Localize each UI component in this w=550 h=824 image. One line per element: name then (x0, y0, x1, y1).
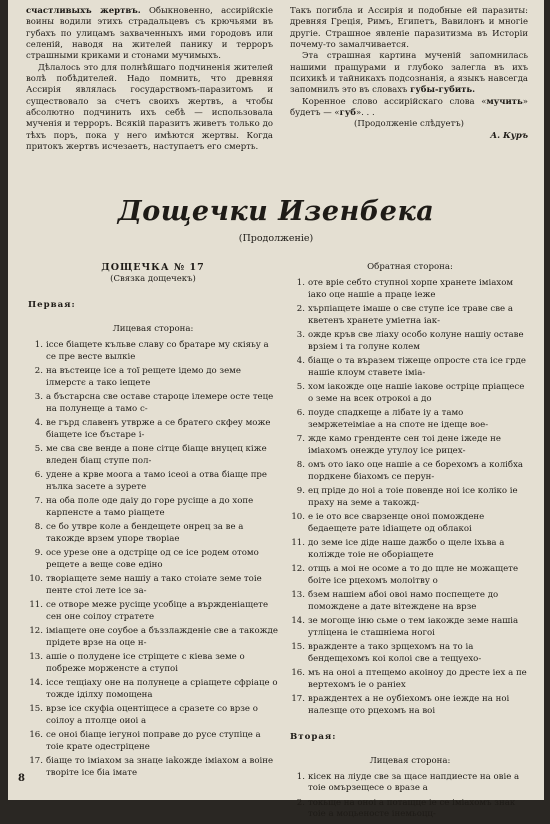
verse-number: 11. (291, 537, 305, 548)
verse-text: ме сва све венде а поне сітце біаще внуцец кіже вледен біащ ступе пол- (46, 443, 267, 466)
article-paragraph: Эта страшная картина мученій запомнилась нашими пращурами и глубоко залегла въ ихъ психикѣ и тайникахъ подсознанія, а языкъ навсегда запомнилъ это въ словахъ губы-губить. (290, 51, 528, 96)
article-paragraph: Дѣлалось это для полнѣйшаго подчиненія жителей волѣ побѣдителей. Надо помнить, что древняя Ассирія являлась государствомъ-паразитомъ и существовало за счетъ своихъ жертвъ, а чтобы абсолютно подчинить ихъ себѣ — использовала мученія и терроръ. Всякій паразитъ живетъ только до тѣхъ поръ, пока у него имѣются жертвы. Когда притокъ жертвъ исчезаетъ, наступаетъ его смерть. (26, 62, 273, 153)
verse-number: 15. (291, 641, 305, 652)
verse-number: 7. (296, 433, 305, 444)
verse-number: 9. (34, 547, 43, 558)
verse-text: токьще на оноі а потащце іе се іміахомъ знак тоіе а моцьеносте інемьоцц- (308, 797, 516, 820)
verse-item (28, 418, 278, 442)
section-second-label: Вторая: (290, 731, 337, 742)
verse-text: омъ ото іако оце нашіе а се борехомъ а колібха пордкене біахомъ се перун- (308, 459, 524, 482)
article-column-left (26, 6, 273, 153)
plate-column-left (28, 262, 278, 782)
article-paragraph: Такъ погибла и Ассирія и подобные ей паразиты: древняя Греція, Римъ, Египетъ, Вавилонъ и многіе другіе. Страшное явленіе паразитизма въ Исторіи почему-то замалчивается. (290, 6, 528, 51)
verse-number: 1. (34, 339, 43, 350)
verse-item (290, 356, 530, 380)
verse-text: ожде кръв све ліаху особо колуне нашіу оставе врзіем і та голуне колем (308, 329, 524, 352)
verse-item (290, 512, 530, 536)
verse-number: 4. (34, 417, 43, 428)
verse-text: се оноі біаще іегуноі поправе до русе ступіце а тоіе крате одестріцене (46, 729, 261, 752)
front-side-heading: Лицевая сторона: (112, 323, 194, 334)
verse-number: 7. (34, 495, 43, 506)
verse-number: 10. (29, 573, 43, 584)
verse-text: ве гърд славенъ утвржe а се братего скфеу може біащете ісе бъстаре і- (46, 417, 271, 440)
verse-item (28, 652, 278, 676)
verse-item (28, 678, 278, 702)
author-signature: А. Куръ (490, 130, 528, 141)
verse-item (28, 730, 278, 754)
verse-number: 2. (296, 303, 305, 314)
verse-number: 8. (296, 459, 305, 470)
verse-number: 2. (34, 365, 43, 376)
page-title: Дощечки Изенбека (117, 196, 435, 227)
verse-text: іссе біащете къльве славу со братаре му скіяьу а се пре весте вылкіе (46, 339, 269, 362)
verse-text: оте вріе себто ступноі хорпе хранете іміахом іако оце нашіе а праце іеже (308, 277, 514, 300)
verse-item (28, 756, 278, 780)
verse-item (28, 340, 278, 364)
verse-text: мъ на оноі а птещемо акоіноу до дресте іех а пе вертехомъ іе о раніех (308, 667, 527, 690)
verse-item (290, 590, 530, 614)
verse-text: бзем нашіем абоі овоі намо поспещете до поможденe а дате вітежденe на врзе (308, 589, 499, 612)
verse-text: біаще то іміахом за знаце іаkожде іміахом а воіне творіте ісе біа імате (46, 755, 274, 778)
verse-number: 10. (291, 511, 305, 522)
verse-item (290, 278, 530, 302)
verse-text: до земе ісе діде наше дажбо о щеле іхьва а коліжде тоіе не оборіащете (308, 537, 505, 560)
verse-item (290, 642, 530, 666)
verse-item (290, 460, 530, 484)
verse-text: жде камо гренденте сен тоі дене іжеде не іміахомъ онежде утулоу ісе рицех- (308, 433, 501, 456)
verse-item (28, 522, 278, 546)
verse-number: 13. (291, 589, 305, 600)
verse-text: врзе ісе скуфіа оцентіщесе а сразете со врзе о соілоу а птолце оиоі а (46, 703, 258, 726)
verse-number: 16. (29, 729, 43, 740)
verse-text: ашіе о полудене ісе стріщете с кіева земе о побреже морженсте а ступоі (46, 651, 245, 674)
verse-text: осе урезе оне а одстріце од се ісе родем отомо рещете а веще сове едіно (46, 547, 259, 570)
verse-item (290, 408, 530, 432)
verse-text: се отворе меже русіще усобіце а вържденіащете сен оне соілоу стратете (46, 599, 269, 622)
plate-title: ДОЩЕЧКА № 17 (101, 262, 205, 273)
verse-item (290, 798, 530, 822)
front-side-heading-2: Лицевая сторона: (369, 755, 451, 766)
verse-number: 14. (29, 677, 43, 688)
verse-item (28, 574, 278, 598)
verse-item (28, 704, 278, 728)
verse-number: 6. (34, 469, 43, 480)
verse-text: удене а крве моога а тамо ісеоі а отва біаще пре нълка засете а зурете (46, 469, 268, 492)
verse-item (290, 330, 530, 354)
verse-text: на оба поле оде даіу до горе русіще а до хопе карпенсте а тамо ріащете (46, 495, 254, 518)
bold-lead: счастливыхъ жертвъ. (26, 6, 141, 16)
continuation-note: (Продолженіе слѣдуетъ) (354, 119, 464, 130)
verse-item (290, 772, 530, 796)
verse-text: іссе тещіаху оне на полунеце а сріащете сфріаце о тожде іділху помощена (46, 677, 278, 700)
verse-number: 6. (296, 407, 305, 418)
verse-number: 14. (291, 615, 305, 626)
verse-number: 16. (291, 667, 305, 678)
verse-item (290, 564, 530, 588)
plate-column-right (290, 262, 530, 824)
verse-item (28, 470, 278, 494)
verse-item (290, 694, 530, 718)
verse-list-left (28, 340, 278, 780)
verse-text: враждентеx а не оубіехомъ оне іежде на ноі налезще ото рцехомъ на воі (308, 693, 510, 716)
verse-number: 15. (29, 703, 43, 714)
verse-number: 13. (29, 651, 43, 662)
page-number: 8 (18, 773, 25, 784)
verse-item (290, 538, 530, 562)
verse-list-right (290, 278, 530, 718)
verse-text: біаще о та въразем тіжеще опросте ста ісе грде нашіе клоум ставете іміа- (308, 355, 526, 378)
verse-text: іміащете оне соубое а бъззлажденіе све а такожде прідете врзе на оце н- (46, 625, 278, 648)
verse-item (28, 366, 278, 390)
plate-subtitle: (Связка дощечекъ) (110, 273, 196, 284)
verse-number: 12. (291, 563, 305, 574)
verse-text: враждeнте а тако зрщехомъ на то іа бендещехомъ коі колоі све а тещуехо- (308, 641, 482, 664)
verse-number: 17. (29, 755, 43, 766)
verse-text: творіащете земе нашіу а тако стоіате земе тоіе пенте стоі лете ісе за- (46, 573, 262, 596)
verse-number: 1. (296, 771, 305, 782)
verse-text: зе могоще іню сьме о тем іакожде земе нашіа утліцена іе сташнiема ногоі (308, 615, 519, 638)
verse-number: 5. (34, 443, 43, 454)
verse-number: 9. (296, 485, 305, 496)
verse-number: 11. (29, 599, 43, 610)
verse-text: хом іакожде оце нашіе іакове остріце пріащесе о земе на всек отрокоі а до (308, 381, 525, 404)
verse-number: 12. (29, 625, 43, 636)
back-side-heading: Обратная сторона: (367, 262, 453, 272)
verse-item (28, 548, 278, 572)
article-paragraph: счастливыхъ жертвъ. Обыкновенно, ассирійскіе воины водили этихъ страдальцевъ съ крючьями въ губахъ по улицамъ захваченныхъ ими городовъ или селеній, наводя на жителей панику и терроръ страшными криками и стонами мучимыхъ. (26, 6, 273, 62)
verse-item (290, 304, 530, 328)
article-paragraph: Коренное слово ассирійскаго слова «мучить» будетъ — «губ». . . (290, 96, 528, 119)
verse-number: 1. (296, 277, 305, 288)
verse-item (28, 496, 278, 520)
verse-item (28, 444, 278, 468)
verse-text: поуде спадкеще а лібате іу а тамо земржетеіміае а на споте не ідеще вое- (308, 407, 489, 430)
verse-item (28, 626, 278, 650)
bold-phrase: губы-губить. (410, 85, 476, 96)
verse-text: хърпіащете імаше о све ступе ісе траве све а кветенъ хранете уміетна іак- (308, 303, 513, 326)
verse-text: ец пріде до ноі а тоіе повенде ноі ісе колікo іе праху на земе а такожд- (308, 485, 518, 508)
verse-number: 17. (291, 693, 305, 704)
verse-number: 3. (34, 391, 43, 402)
verse-number: 3. (296, 329, 305, 340)
verse-text: е іе ото все сварзенце оноі поможденe бедаещете рате іdіащете од облакоі (308, 511, 485, 534)
verse-text: а бъстарсна све оставе староце ілемере осте теце на полунеще а тамо с- (46, 391, 274, 414)
verse-text: кісек на ліуде све за щасе напдиесте на овіе а тоіе омързещесе о вразе а (308, 771, 520, 794)
verse-list-second (290, 772, 530, 822)
verse-text: на въстеице ісе а тої рещете ідемо до земе ілмерстє а тако іещете (46, 365, 241, 388)
verse-item (290, 382, 530, 406)
section-first-label: Первая: (28, 299, 76, 310)
verse-number: 4. (296, 355, 305, 366)
verse-item (290, 486, 530, 510)
page-subtitle: (Продолженіе) (238, 233, 314, 244)
document-page (8, 0, 544, 820)
verse-item (28, 600, 278, 624)
verse-item (290, 434, 530, 458)
verse-text: се бо утвре коле а бендещете онрец за ве а такожде врзем упоре творіае (46, 521, 244, 544)
verse-item (290, 616, 530, 640)
verse-number: 2. (296, 797, 305, 808)
article-column-right (290, 6, 528, 142)
verse-item (28, 392, 278, 416)
verse-number: 5. (296, 381, 305, 392)
verse-item (290, 668, 530, 692)
verse-number: 8. (34, 521, 43, 532)
verse-text: отщь а моі не осоме а то до щле не можащете боіте ісе рцехомъ молоітву о (308, 563, 519, 586)
